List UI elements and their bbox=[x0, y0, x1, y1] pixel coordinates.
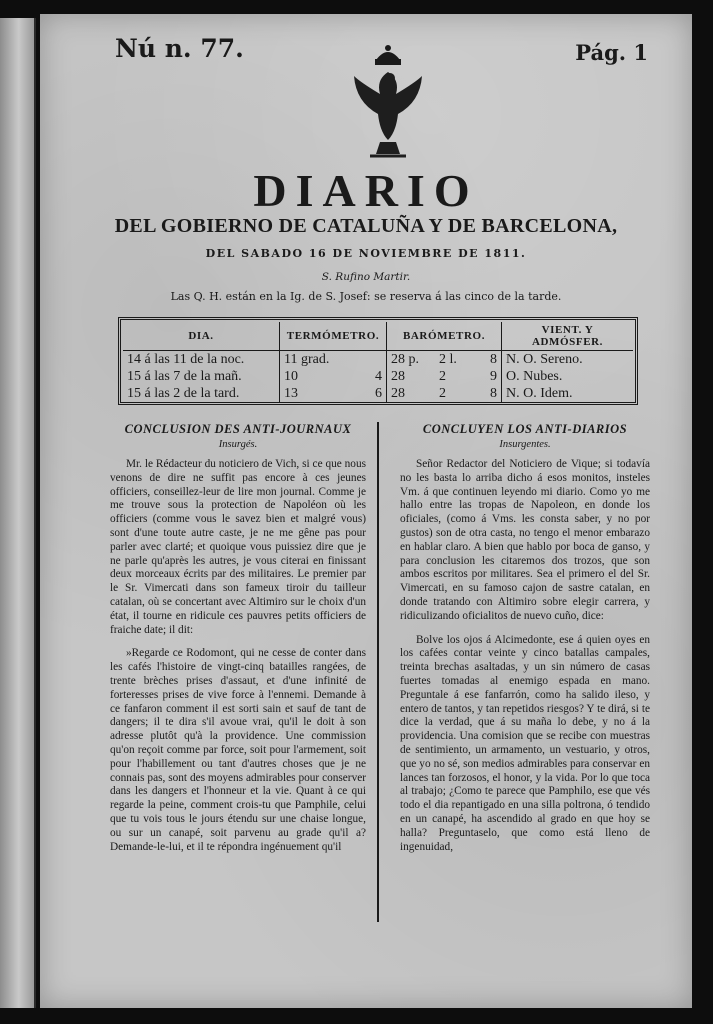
column-header-wind: VIENT. Y ADMÓSFER. bbox=[502, 322, 634, 351]
barometer-fraction: 8 bbox=[479, 351, 502, 369]
thermometer-fraction bbox=[364, 351, 387, 369]
barometer-lines: 2 bbox=[439, 368, 446, 384]
spanish-article-heading: CONCLUYEN LOS ANTI-DIARIOS bbox=[422, 422, 628, 436]
wind-cell: N. O. Idem. bbox=[506, 385, 573, 401]
column-header-barometer: BARÓMETRO. bbox=[387, 322, 502, 351]
day-cell: 15 á las 7 de la mañ. bbox=[123, 368, 280, 385]
wind-cell: O. Nubes. bbox=[506, 368, 563, 384]
article-paragraph: Señor Redactor del Noticiero de Vique; si todavía no les basta lo arriba dicho á esos monitos, insteles Vm. á que continuen leyendo mi diario. Como yo me hallo entre las tropas de Napoleon, en donde los oficiales, (como á Vms. les consta saber, y no por gustos) son de otra casta, no tengo el menor embarazo en hablar claro. A bien que hablo por boca de ganso, y para conclusion les citaremos dos trozos, que son ambos escritos por militares. Sea el primero el del Sr. Vimercati, en su famoso cajon de sastre catalan, en donde tratando con Altimiro sobre elegir carrera, y ridiculizando oficialitos de nuevo cuño, dice: bbox=[400, 458, 650, 622]
spanish-article-column bbox=[400, 422, 650, 854]
issue-date: DEL SABADO 16 DE NOVIEMBRE DE 1811. bbox=[205, 247, 527, 260]
imperial-eagle-emblem bbox=[350, 42, 426, 166]
page-number: Pág. 1 bbox=[575, 40, 648, 65]
thermometer-cell bbox=[280, 368, 365, 385]
previous-page-edge bbox=[0, 18, 36, 1008]
spanish-article-subheading: Insurgentes. bbox=[499, 439, 551, 450]
table-row bbox=[123, 351, 633, 369]
thermometer-cell bbox=[280, 351, 365, 369]
wind-cell: N. O. Sereno. bbox=[506, 351, 583, 367]
barometer-lines: 2 bbox=[439, 385, 446, 401]
french-article-heading: CONCLUSION DES ANTI-JOURNAUX bbox=[124, 422, 352, 436]
barometer-inches: 28 bbox=[391, 368, 405, 384]
barometer-inches: 28 p. bbox=[391, 351, 419, 367]
day-cell: 14 á las 11 de la noc. bbox=[123, 351, 280, 369]
service-note: Las Q. H. están en la Ig. de S. Josef: se reserva á las cinco de la tarde. bbox=[170, 290, 562, 303]
masthead-subtitle: DEL GOBIERNO DE CATALUÑA Y DE BARCELONA, bbox=[114, 215, 618, 237]
saint-day: S. Rufino Martir. bbox=[321, 271, 411, 283]
thermometer-cell bbox=[280, 385, 365, 402]
table-row bbox=[123, 368, 633, 385]
thermometer-value: 13 bbox=[284, 385, 298, 401]
thermometer-fraction: 4 bbox=[364, 368, 387, 385]
masthead-title: DIARIO bbox=[253, 165, 479, 216]
barometer-fraction: 8 bbox=[479, 385, 502, 402]
newspaper-page bbox=[40, 14, 692, 1008]
french-article-body bbox=[110, 458, 366, 854]
column-divider bbox=[377, 422, 379, 922]
thermometer-fraction: 6 bbox=[364, 385, 387, 402]
thermometer-unit: grad. bbox=[300, 351, 330, 367]
french-article-column bbox=[110, 422, 366, 854]
barometer-fraction: 9 bbox=[479, 368, 502, 385]
table-row bbox=[123, 385, 633, 402]
spanish-article-body bbox=[400, 458, 650, 854]
article-paragraph: Mr. le Rédacteur du noticiero de Vich, si ce que nous venons de dire ne suffit pas encore à ces jeunes officiers, conseillez-leur de lire mon journal. Comme je me trouve sous la protection de Napoléon où les officiers (comme vous le savez bien et malgré vous) sont d'une toute autre caste, je ne me gêne pas pour parler avec clarté; et quoique vous puissiez dire que je ne parle qu'après les autres, je vous citerai en finissant deux morceaux écrits par des militaires. Le premier par le Sr. Vimercati dans son fameux tiroir du tailleur catalan, où se concertant avec Altimiro sur le choix d'un état, il tourne en ridicule ces pauvres petits officiers de fraiche date; il dit: bbox=[110, 458, 366, 636]
article-paragraph: »Regarde ce Rodomont, qui ne cesse de conter dans les cafés l'histoire de vingt-cinq batailles rangées, de trente brèches prises d'assaut, et d'une infinité de forteresses prises de vive force à l'ennemi. Demande à ce fanfaron comment il est sorti sain et sauf de tant de dangers; il te dira s'il avoue vrai, qu'il le doit à son adresse plutôt qu'à la providence. Une commission qu'on reçoit comme par force, soit pour l'armement, soit pour l'habillement ou tant d'autres choses que je ne connais pas, sont des moyens admirables pour conserver dans les dangers et l'honneur et la vie. Quant à ce qui regarde la peine, comment crois-tu que Pamphile, celui que tu vois tous le jours étendu sur une chaise longue, ou sur un canapé, soit parvenu au grade qu'il a? Demande-le-lui, et il te répondra ingénuement qu'il bbox=[110, 647, 366, 853]
column-header-day: DIA. bbox=[123, 322, 280, 351]
thermometer-value: 11 bbox=[284, 351, 298, 367]
thermometer-value: 10 bbox=[284, 368, 298, 384]
french-article-subheading: Insurgés. bbox=[218, 439, 258, 450]
weather-table-header bbox=[123, 322, 633, 351]
issue-number: Nú n. 77. bbox=[115, 34, 244, 63]
weather-table bbox=[123, 322, 633, 402]
article-paragraph: Bolve los ojos á Alcimedonte, ese á quien oyes en los cafées contar veinte y cinco batallas campales, treinta brechas asaltadas, y un sin número de casas fuertes tomadas al enemigo espada en mano. Preguntale á ese fanfarrón, como ha salido ileso, y entero de tantos, y tan repetidos riesgos? Y te dirá, si te dice la verdad, que á su maña lo debe, y no á la providencia. Una comision que se recibe con muestras de sentimiento, un armamento, un vestuario, y otros, que yo no sé, son medios admirables para conservar en lances tan forzosos, el honor, y la vida. Por lo que toca al trabajo; ¿Como te parece que Pamphilo, ese que vés todo el dia repantigado en una silla poltrona, ó tendido en un canapé, ha ascendido al grado en que hoy se halla? Preguntaselo, que como está lleno de ingenuidad, bbox=[400, 633, 650, 853]
barometer-inches: 28 bbox=[391, 385, 405, 401]
day-cell: 15 á las 2 de la tard. bbox=[123, 385, 280, 402]
barometer-lines: 2 l. bbox=[439, 351, 457, 367]
weather-table-frame bbox=[118, 317, 638, 405]
column-header-thermometer: TERMÓMETRO. bbox=[280, 322, 387, 351]
